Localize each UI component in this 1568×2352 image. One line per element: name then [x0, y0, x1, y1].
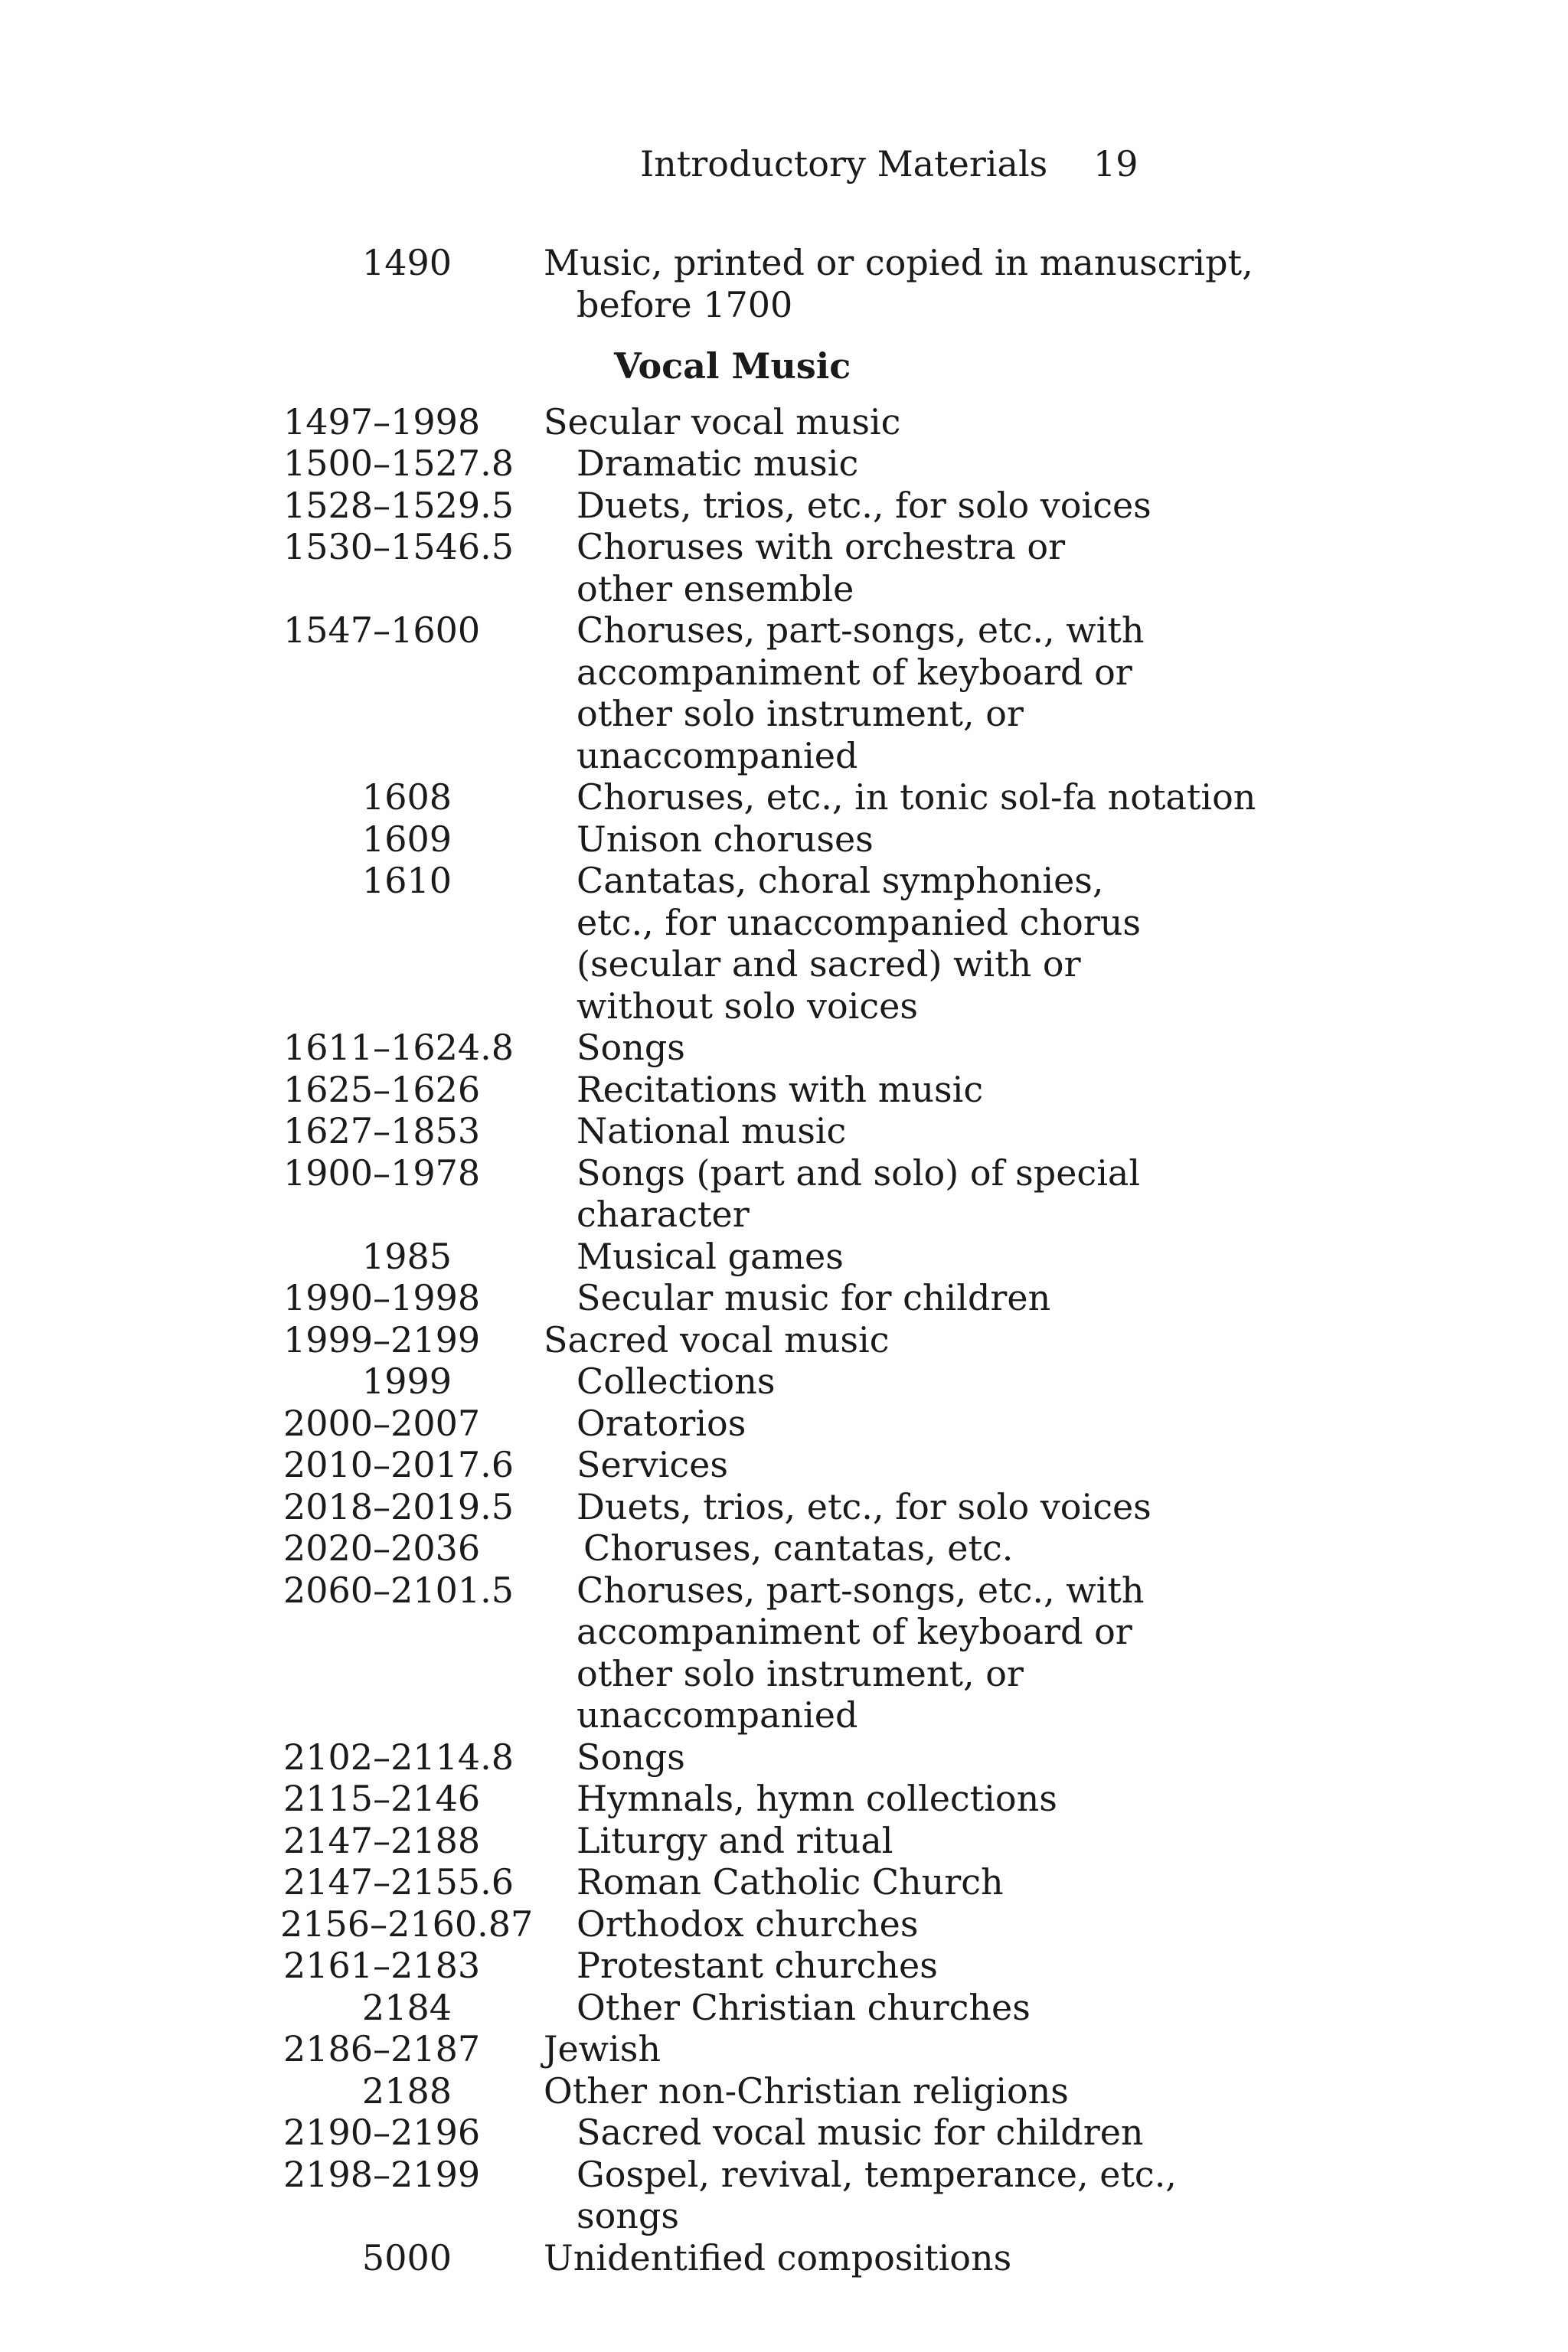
- class-number: 2010–2017.6: [283, 1444, 514, 1485]
- class-number: 2190–2196: [283, 2112, 481, 2153]
- class-caption-continuation: before 1700: [577, 283, 793, 325]
- list-item: [0, 1945, 1568, 1987]
- section-heading: Vocal Music: [614, 345, 851, 387]
- list-item: [0, 1444, 1568, 1486]
- list-item: [0, 1069, 1568, 1111]
- list-item: [0, 1319, 1568, 1361]
- class-number: 2147–2188: [283, 1819, 481, 1861]
- class-number: 1500–1527.8: [283, 443, 514, 484]
- class-caption: Duets, trios, etc., for solo voices: [577, 484, 1152, 526]
- list-item: [0, 818, 1568, 861]
- list-item: [0, 1570, 1568, 1736]
- list-item: [0, 1736, 1568, 1779]
- class-caption: Cantatas, choral symphonies, etc., for unaccompanied chorus (secular and sacred) with or without solo voices: [577, 860, 1141, 1027]
- class-caption-line: Music, printed or copied in manuscript,: [544, 242, 1253, 283]
- class-number: 1528–1529.5: [283, 484, 514, 526]
- class-number: 1610: [361, 860, 452, 901]
- class-number: 2186–2187: [283, 2028, 481, 2069]
- class-caption: Choruses, part-songs, etc., with accompaniment of keyboard or other solo instrument, or unaccompanied: [577, 1569, 1145, 1736]
- list-item: [0, 1361, 1568, 1403]
- class-caption: Services: [577, 1444, 729, 1485]
- class-caption: National music: [577, 1110, 847, 1152]
- class-number: 5000: [361, 2236, 452, 2278]
- class-caption: Recitations with music: [577, 1068, 984, 1110]
- list-item: [0, 1903, 1568, 1945]
- class-number: 2184: [361, 1986, 452, 2028]
- class-number: 1497–1998: [283, 400, 481, 443]
- list-item-continuation: [0, 284, 1568, 326]
- list-item: [0, 1277, 1568, 1319]
- list-item: [0, 401, 1568, 443]
- class-caption: Unison choruses: [577, 818, 874, 860]
- class-caption: Dramatic music: [577, 443, 859, 484]
- class-caption: Roman Catholic Church: [577, 1861, 1004, 1903]
- class-number: 2156–2160.87: [280, 1903, 534, 1945]
- list-item: [0, 443, 1568, 485]
- class-caption: Choruses with orchestra or other ensemble: [577, 526, 1066, 609]
- class-number: 2102–2114.8: [283, 1736, 514, 1778]
- class-caption: Sacred vocal music: [544, 1318, 890, 1361]
- list-item: [0, 776, 1568, 818]
- class-caption: Jewish: [544, 2028, 661, 2069]
- class-caption: Songs (part and solo) of special character: [577, 1152, 1141, 1235]
- class-number: 1900–1978: [283, 1152, 481, 1194]
- list-item: [0, 1527, 1568, 1570]
- class-caption: Gospel, revival, temperance, etc., songs: [577, 2153, 1177, 2236]
- list-item: [0, 2028, 1568, 2070]
- class-number: 2147–2155.6: [283, 1861, 514, 1903]
- class-number: 2000–2007: [283, 1402, 481, 1444]
- class-caption: Unidentified compositions: [544, 2236, 1012, 2278]
- class-caption: Oratorios: [577, 1402, 746, 1444]
- class-number: 1490: [361, 242, 452, 283]
- list-item: [0, 1236, 1568, 1278]
- list-item: [0, 1152, 1568, 1236]
- list-item: [0, 1486, 1568, 1528]
- running-header: [0, 141, 1568, 187]
- list-item: [0, 242, 1568, 284]
- list-item: [0, 1403, 1568, 1445]
- class-caption: Musical games: [577, 1235, 844, 1277]
- list-item: [0, 2112, 1568, 2154]
- class-caption: Choruses, part-songs, etc., with accompaniment of keyboard or other solo instrument, or unaccompanied: [577, 609, 1145, 776]
- class-number: 2115–2146: [283, 1778, 481, 1819]
- class-caption: Choruses, cantatas, etc.: [583, 1527, 1014, 1569]
- class-number: 1999: [361, 1361, 452, 1402]
- class-number: 2188: [361, 2069, 452, 2112]
- list-item: [0, 526, 1568, 609]
- class-number: 2161–2183: [283, 1945, 481, 1986]
- list-item: [0, 1027, 1568, 1069]
- class-caption: [544, 242, 1279, 284]
- class-caption: Secular music for children: [577, 1277, 1051, 1318]
- class-number: 1609: [361, 818, 452, 860]
- running-header-title: Introductory Materials: [640, 143, 1048, 185]
- page-number: 19: [1093, 143, 1138, 185]
- list-item: [0, 1778, 1568, 1820]
- class-number: 2018–2019.5: [283, 1485, 514, 1527]
- class-caption: Orthodox churches: [577, 1903, 919, 1945]
- class-caption: Hymnals, hymn collections: [577, 1778, 1057, 1819]
- class-caption: Secular vocal music: [544, 400, 901, 443]
- class-number: 2060–2101.5: [283, 1569, 514, 1611]
- class-caption: Choruses, etc., in tonic sol-fa notation: [577, 776, 1256, 818]
- class-caption: Liturgy and ritual: [577, 1819, 893, 1861]
- class-caption: Protestant churches: [577, 1945, 938, 1986]
- list-item: [0, 860, 1568, 1027]
- class-caption: Duets, trios, etc., for solo voices: [577, 1485, 1152, 1527]
- class-caption: Collections: [577, 1361, 776, 1402]
- class-number: 1608: [361, 776, 452, 818]
- class-number: 1530–1546.5: [283, 526, 514, 567]
- class-caption: Sacred vocal music for children: [577, 2112, 1144, 2153]
- list-item: [0, 2154, 1568, 2237]
- class-number: 1627–1853: [283, 1110, 481, 1152]
- class-number: 1999–2199: [283, 1318, 481, 1361]
- list-item: [0, 1110, 1568, 1152]
- list-item: [0, 2237, 1568, 2279]
- list-item: [0, 609, 1568, 776]
- class-number: 2020–2036: [283, 1527, 481, 1569]
- class-caption: Songs: [577, 1736, 685, 1778]
- class-number: 1625–1626: [283, 1068, 481, 1110]
- class-caption: Songs: [577, 1027, 685, 1068]
- class-number: 2198–2199: [283, 2153, 481, 2195]
- class-caption: Other non-Christian religions: [544, 2069, 1069, 2112]
- class-number: 1547–1600: [283, 609, 481, 651]
- list-item: [0, 1861, 1568, 1903]
- classification-list: [0, 242, 1568, 2278]
- class-number: 1990–1998: [283, 1277, 481, 1318]
- list-item: [0, 1820, 1568, 1862]
- class-caption: Other Christian churches: [577, 1986, 1031, 2028]
- list-item: [0, 1987, 1568, 2029]
- list-item: [0, 2070, 1568, 2112]
- class-number: 1985: [361, 1235, 452, 1277]
- class-number: 1611–1624.8: [283, 1027, 514, 1068]
- list-item: [0, 485, 1568, 527]
